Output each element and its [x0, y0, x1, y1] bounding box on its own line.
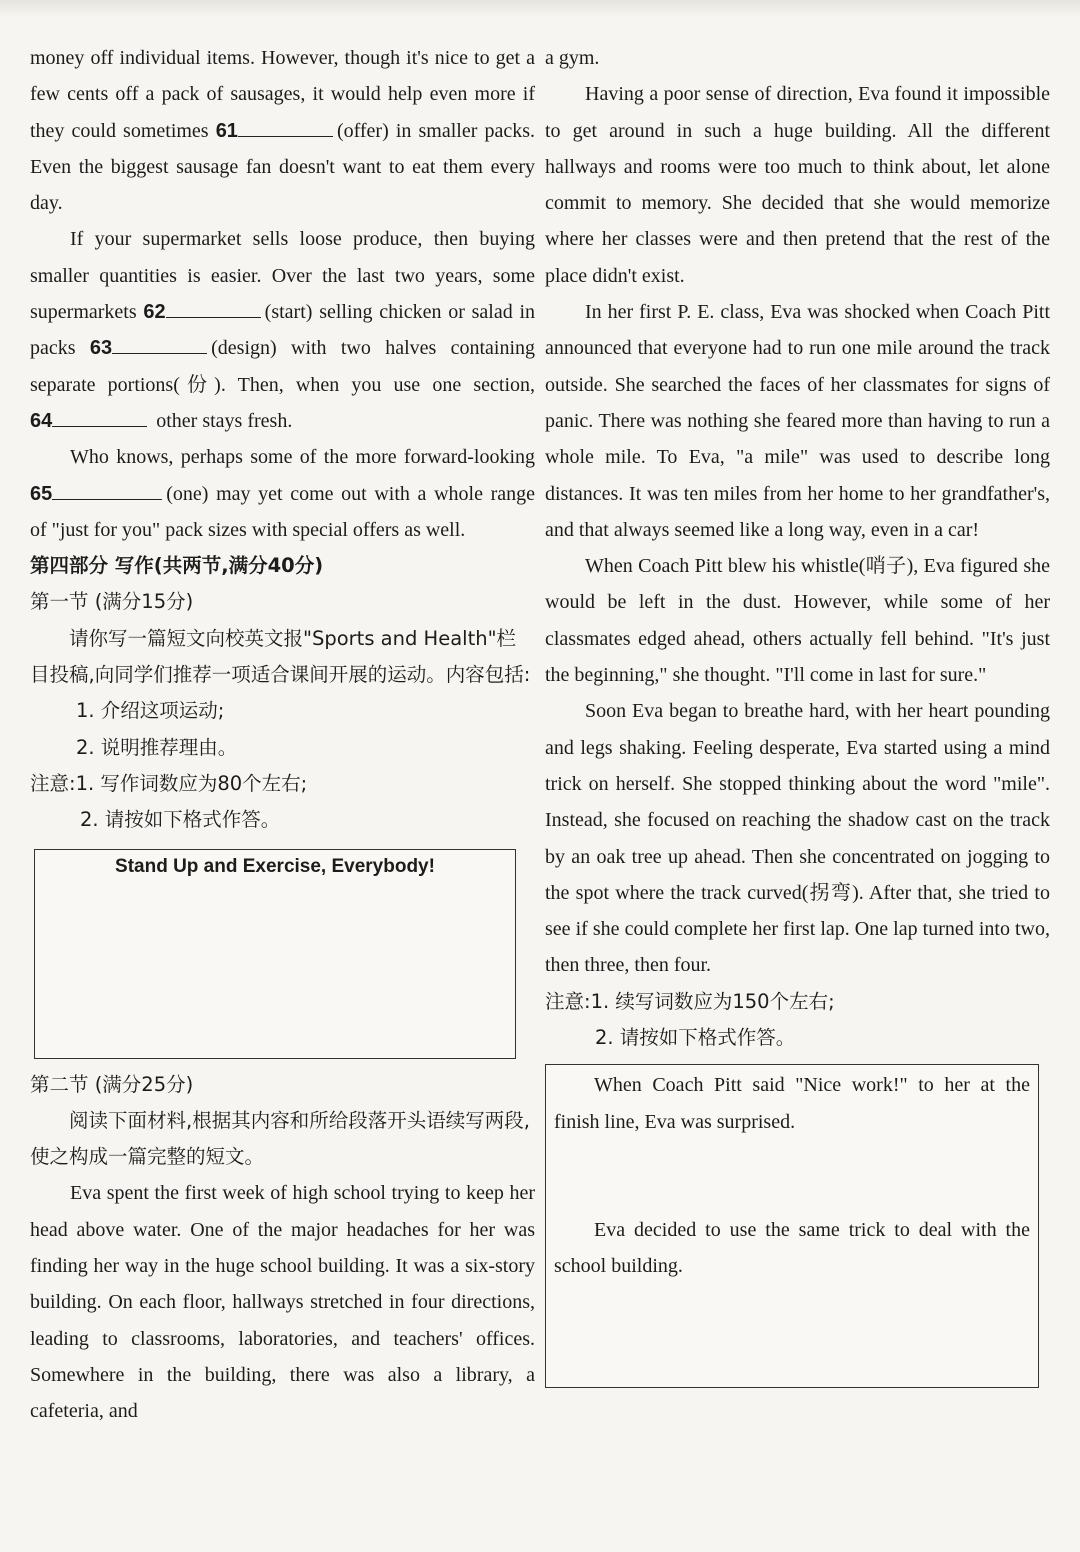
blank-63[interactable]: 63 (design) [89, 337, 277, 360]
cloze-paragraph-3: Who knows, perhaps some of the more forward-looking 65 (one) may yet come out with a whole range of "just for you" pack sizes with special offers as well. [30, 446, 535, 541]
left-column [30, 40, 535, 1430]
continuation-note-2: 2. 请按如下格式作答。 [595, 1026, 796, 1050]
section1-note-2: 2. 请按如下格式作答。 [80, 808, 281, 832]
section1-item-2: 2. 说明推荐理由。 [76, 735, 238, 759]
story-paragraph-1: Eva spent the first week of high school trying to keep her head above water. One of the major headaches for her was finding her way in the huge school building. It was a six-story building. On each floor, hallways stretched in four directions, leading to classrooms, laboratories, and teachers' offices. Somewhere in the building, there was also a library, a cafeteria, and [30, 1182, 535, 1423]
story-paragraph-3: In her first P. E. class, Eva was shocked when Coach Pitt announced that everyone had to run one mile around the track outside. She searched the faces of her classmates for signs of panic. There was nothing she feared more than having to run a whole mile. To Eva, "a mile" was used to describe long distances. It was ten miles from her home to her grandfather's, and that always seemed like a long way, even in a car! [545, 301, 1050, 541]
section1-task: 请你写一篇短文向校英文报"Sports and Health"栏目投稿,向同学们推荐一项适合课间开展的运动。内容包括: [30, 626, 531, 687]
writing-box-title: Stand Up and Exercise, Everybody! [115, 855, 435, 877]
continuation-note-1: 注意:1. 续写词数应为150个左右; [545, 989, 835, 1013]
blank-65[interactable]: 65 (one) [30, 482, 209, 505]
section1-item-1: 1. 介绍这项运动; [76, 699, 225, 723]
blank-62[interactable]: 62 (start) [143, 301, 313, 324]
page-top-edge [0, 0, 1080, 18]
continuation-opening-1: When Coach Pitt said "Nice work!" to her at the finish line, Eva was surprised. [554, 1074, 1030, 1133]
continuation-answer-box[interactable] [545, 1064, 1039, 1388]
blank-64[interactable]: 64 [30, 410, 151, 432]
section2-heading: 第二节 (满分25分) [30, 1072, 194, 1096]
part4-heading: 第四部分 写作(共两节,满分40分) [30, 554, 324, 578]
blank-61[interactable]: 61 (offer) [215, 119, 389, 142]
story-paragraph-2: Having a poor sense of direction, Eva found it impossible to get around in such a huge building. All the different hallways and rooms were too much to think about, let alone commit to memory. She decided that she would memorize where her classes were and then pretend that the rest of the place didn't exist. [545, 83, 1050, 287]
right-column [545, 40, 1050, 1388]
cloze-paragraph-1: money off individual items. However, though it's nice to get a few cents off a pack of sausages, it would help even more if they could sometimes 61 (offer) in smaller packs. Even the biggest sausage fan doesn't want to eat them every day. [30, 47, 535, 215]
story-paragraph-5: Soon Eva began to breathe hard, with her heart pounding and legs shaking. Feeling desperate, Eva started using a mind trick on herself. She stopped thinking about the word "mile". Instead, she focused on reaching the shadow cast on the track by an oak tree up ahead. Then she concentrated on jogging to the spot where the track curved(拐弯). After that, she tried to see if she could complete her first lap. One lap turned into two, then three, then four. [545, 700, 1050, 977]
section1-note-1: 注意:1. 写作词数应为80个左右; [30, 771, 308, 795]
cloze-paragraph-2: If your supermarket sells loose produce, then buying smaller quantities is easier. Over the last two years, some supermarkets 62 (start) selling chicken or salad in packs 63 (design) with two halves containing separate portions(份). Then, when you use one section, 64 other stays fresh. [30, 228, 536, 432]
writing-answer-box[interactable] [34, 849, 516, 1059]
section1-heading: 第一节 (满分15分) [30, 590, 194, 614]
continuation-opening-2: Eva decided to use the same trick to deal with the school building. [554, 1218, 1030, 1278]
section2-task: 阅读下面材料,根据其内容和所给段落开头语续写两段,使之构成一篇完整的短文。 [30, 1108, 530, 1169]
story-paragraph-1-end: a gym. [545, 47, 600, 69]
story-paragraph-4: When Coach Pitt blew his whistle(哨子), Eva figured she would be left in the dust. However, while some of her classmates edged ahead, others actually fell behind. "It's just the beginning," she thought. "I'll come in last for sure." [545, 555, 1050, 687]
